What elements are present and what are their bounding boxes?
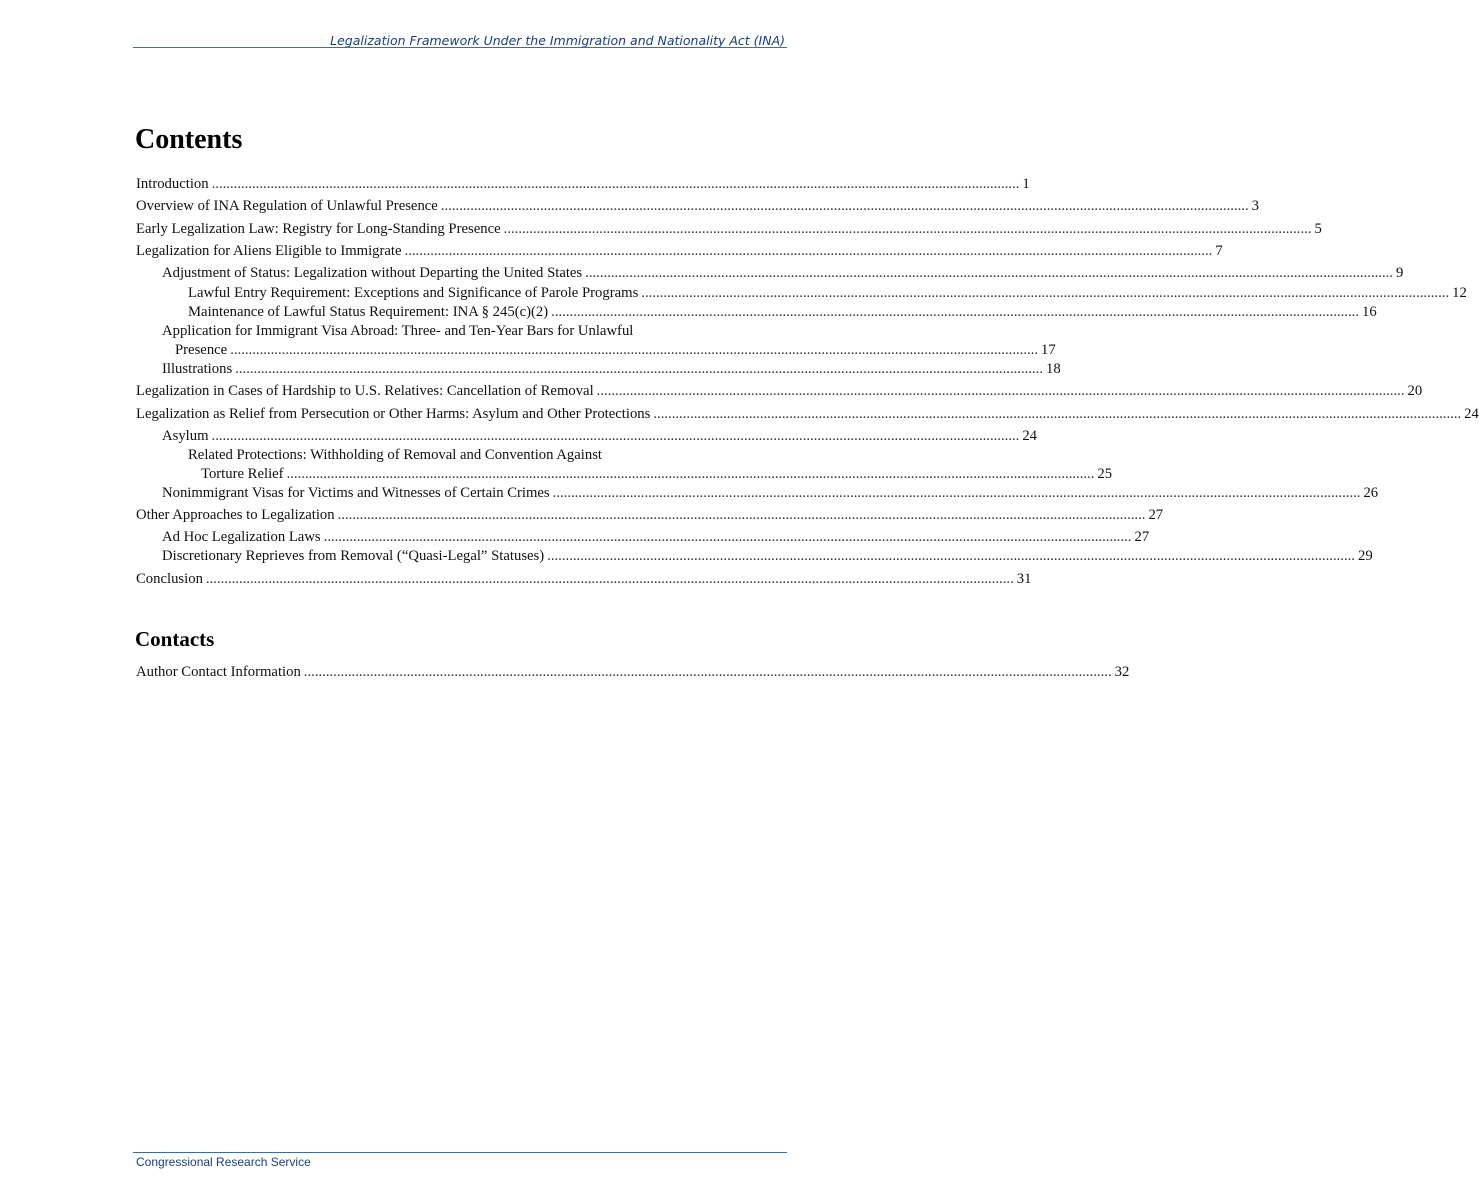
footer-rule — [133, 1152, 787, 1153]
toc-entry-ad-hoc-laws[interactable] — [162, 528, 1150, 546]
toc-entry-title: Other Approaches to Legalization — [136, 507, 335, 523]
contacts-heading: Contacts — [135, 627, 215, 651]
toc-entry-page: 5 — [1314, 221, 1322, 237]
toc-entry-relief-persecution[interactable] — [136, 405, 1479, 423]
dot-leader: ............................................................................................................................................................................................................................ — [653, 406, 1462, 422]
toc-entry-title-continuation: Torture Relief — [201, 466, 284, 482]
toc-entry-page: 20 — [1407, 383, 1423, 399]
toc-entry-title: Related Protections: Withholding of Removal and Convention Against — [188, 447, 603, 463]
toc-entry-page: 26 — [1363, 485, 1379, 501]
dot-leader: ............................................................................................................................................................................................................................ — [585, 265, 1393, 281]
toc-entry-related-protections-cont[interactable] — [201, 465, 1113, 483]
toc-entry-asylum[interactable] — [162, 427, 1038, 445]
dot-leader: ............................................................................................................................................................................................................................ — [211, 428, 1020, 444]
toc-entry-title: Legalization as Relief from Persecution or Other Harms: Asylum and Other Protections — [136, 406, 651, 422]
toc-entry-title: Lawful Entry Requirement: Exceptions and Significance of Parole Programs — [188, 285, 639, 301]
dot-leader: ............................................................................................................................................................................................................................ — [551, 304, 1359, 320]
toc-entry-overview[interactable] — [136, 197, 1259, 215]
toc-entry-page: 12 — [1452, 285, 1467, 301]
dot-leader: ............................................................................................................................................................................................................................ — [404, 243, 1213, 259]
toc-entry-title: Legalization for Aliens Eligible to Immigrate — [136, 243, 402, 259]
contents-heading: Contents — [135, 124, 243, 155]
dot-leader: ............................................................................................................................................................................................................................ — [547, 548, 1355, 564]
dot-leader: ............................................................................................................................................................................................................................ — [503, 221, 1312, 237]
header-rule — [133, 47, 787, 48]
dot-leader: ............................................................................................................................................................................................................................ — [440, 198, 1249, 214]
toc-entry-nonimmigrant-visas[interactable] — [162, 484, 1379, 502]
toc-entry-page: 24 — [1464, 406, 1479, 422]
dot-leader: ............................................................................................................................................................................................................................ — [552, 485, 1361, 501]
toc-entry-title-continuation: Presence — [175, 342, 228, 358]
toc-entry-title: Application for Immigrant Visa Abroad: Three- and Ten-Year Bars for Unlawful — [162, 323, 634, 339]
dot-leader: ............................................................................................................................................................................................................................ — [337, 507, 1146, 523]
toc-entry-title: Early Legalization Law: Registry for Long-Standing Presence — [136, 221, 501, 237]
dot-leader: ............................................................................................................................................................................................................................ — [323, 529, 1132, 545]
toc-entry-page: 24 — [1022, 428, 1038, 444]
dot-leader: ............................................................................................................................................................................................................................ — [230, 342, 1039, 358]
toc-entry-legalization-eligible[interactable] — [136, 242, 1223, 260]
toc-entry-page: 27 — [1134, 529, 1150, 545]
toc-entry-lawful-entry[interactable] — [188, 284, 1467, 302]
toc-entry-other-approaches[interactable] — [136, 506, 1164, 524]
toc-entry-title: Asylum — [162, 428, 209, 444]
toc-entry-title: Nonimmigrant Visas for Victims and Witnesses of Certain Crimes — [162, 485, 550, 501]
toc-entry-immigrant-visa-abroad[interactable] — [162, 322, 784, 340]
toc-entry-page: 3 — [1251, 198, 1259, 214]
toc-entry-introduction[interactable] — [136, 175, 1030, 193]
running-header-title: Legalization Framework Under the Immigration and Nationality Act (INA) — [330, 33, 785, 48]
toc-entry-immigrant-visa-abroad-cont[interactable] — [175, 341, 1056, 359]
toc-entry-discretionary-reprieves[interactable] — [162, 547, 1373, 565]
toc-entry-page: 25 — [1097, 466, 1113, 482]
toc-entry-title: Overview of INA Regulation of Unlawful Presence — [136, 198, 438, 214]
toc-entry-page: 29 — [1357, 548, 1373, 564]
toc-entry-early-legalization[interactable] — [136, 220, 1322, 238]
toc-entry-page: 1 — [1022, 176, 1030, 192]
toc-entry-title: Conclusion — [136, 571, 203, 587]
toc-entry-title: Discretionary Reprieves from Removal (“Quasi-Legal” Statuses) — [162, 548, 545, 564]
toc-entry-page: 16 — [1361, 304, 1377, 320]
toc-entry-page: 7 — [1215, 243, 1223, 259]
dot-leader: ............................................................................................................................................................................................................................ — [211, 176, 1020, 192]
dot-leader: ............................................................................................................................................................................................................................ — [235, 361, 1043, 377]
toc-entry-adjustment-of-status[interactable] — [162, 264, 1404, 282]
footer-publisher: Congressional Research Service — [136, 1155, 311, 1169]
toc-entry-conclusion[interactable] — [136, 570, 1032, 588]
toc-entry-title: Author Contact Information — [136, 664, 301, 680]
dot-leader: ............................................................................................................................................................................................................................ — [641, 285, 1450, 301]
toc-entry-page: 32 — [1114, 664, 1130, 680]
dot-leader: ............................................................................................................................................................................................................................ — [286, 466, 1095, 482]
toc-entry-title: Ad Hoc Legalization Laws — [162, 529, 321, 545]
toc-entry-author-contact[interactable] — [136, 663, 1130, 681]
dot-leader: ............................................................................................................................................................................................................................ — [205, 571, 1014, 587]
toc-entry-title: Introduction — [136, 176, 209, 192]
toc-entry-page: 31 — [1016, 571, 1032, 587]
toc-entry-related-protections[interactable] — [188, 446, 784, 464]
dot-leader: ............................................................................................................................................................................................................................ — [596, 383, 1405, 399]
toc-entry-page: 9 — [1395, 265, 1404, 281]
toc-entry-page: 18 — [1045, 361, 1061, 377]
toc-entry-title: Legalization in Cases of Hardship to U.S. Relatives: Cancellation of Removal — [136, 383, 594, 399]
toc-entry-maintenance-lawful-status[interactable] — [188, 303, 1377, 321]
toc-entry-title: Adjustment of Status: Legalization without Departing the United States — [162, 265, 583, 281]
toc-entry-title: Illustrations — [162, 361, 233, 377]
dot-leader: ............................................................................................................................................................................................................................ — [303, 664, 1112, 680]
toc-entry-hardship-relatives[interactable] — [136, 382, 1423, 400]
toc-entry-illustrations[interactable] — [162, 360, 1061, 378]
toc-entry-page: 17 — [1041, 342, 1056, 358]
toc-entry-title: Maintenance of Lawful Status Requirement: INA § 245(c)(2) — [188, 304, 549, 320]
toc-entry-page: 27 — [1148, 507, 1164, 523]
